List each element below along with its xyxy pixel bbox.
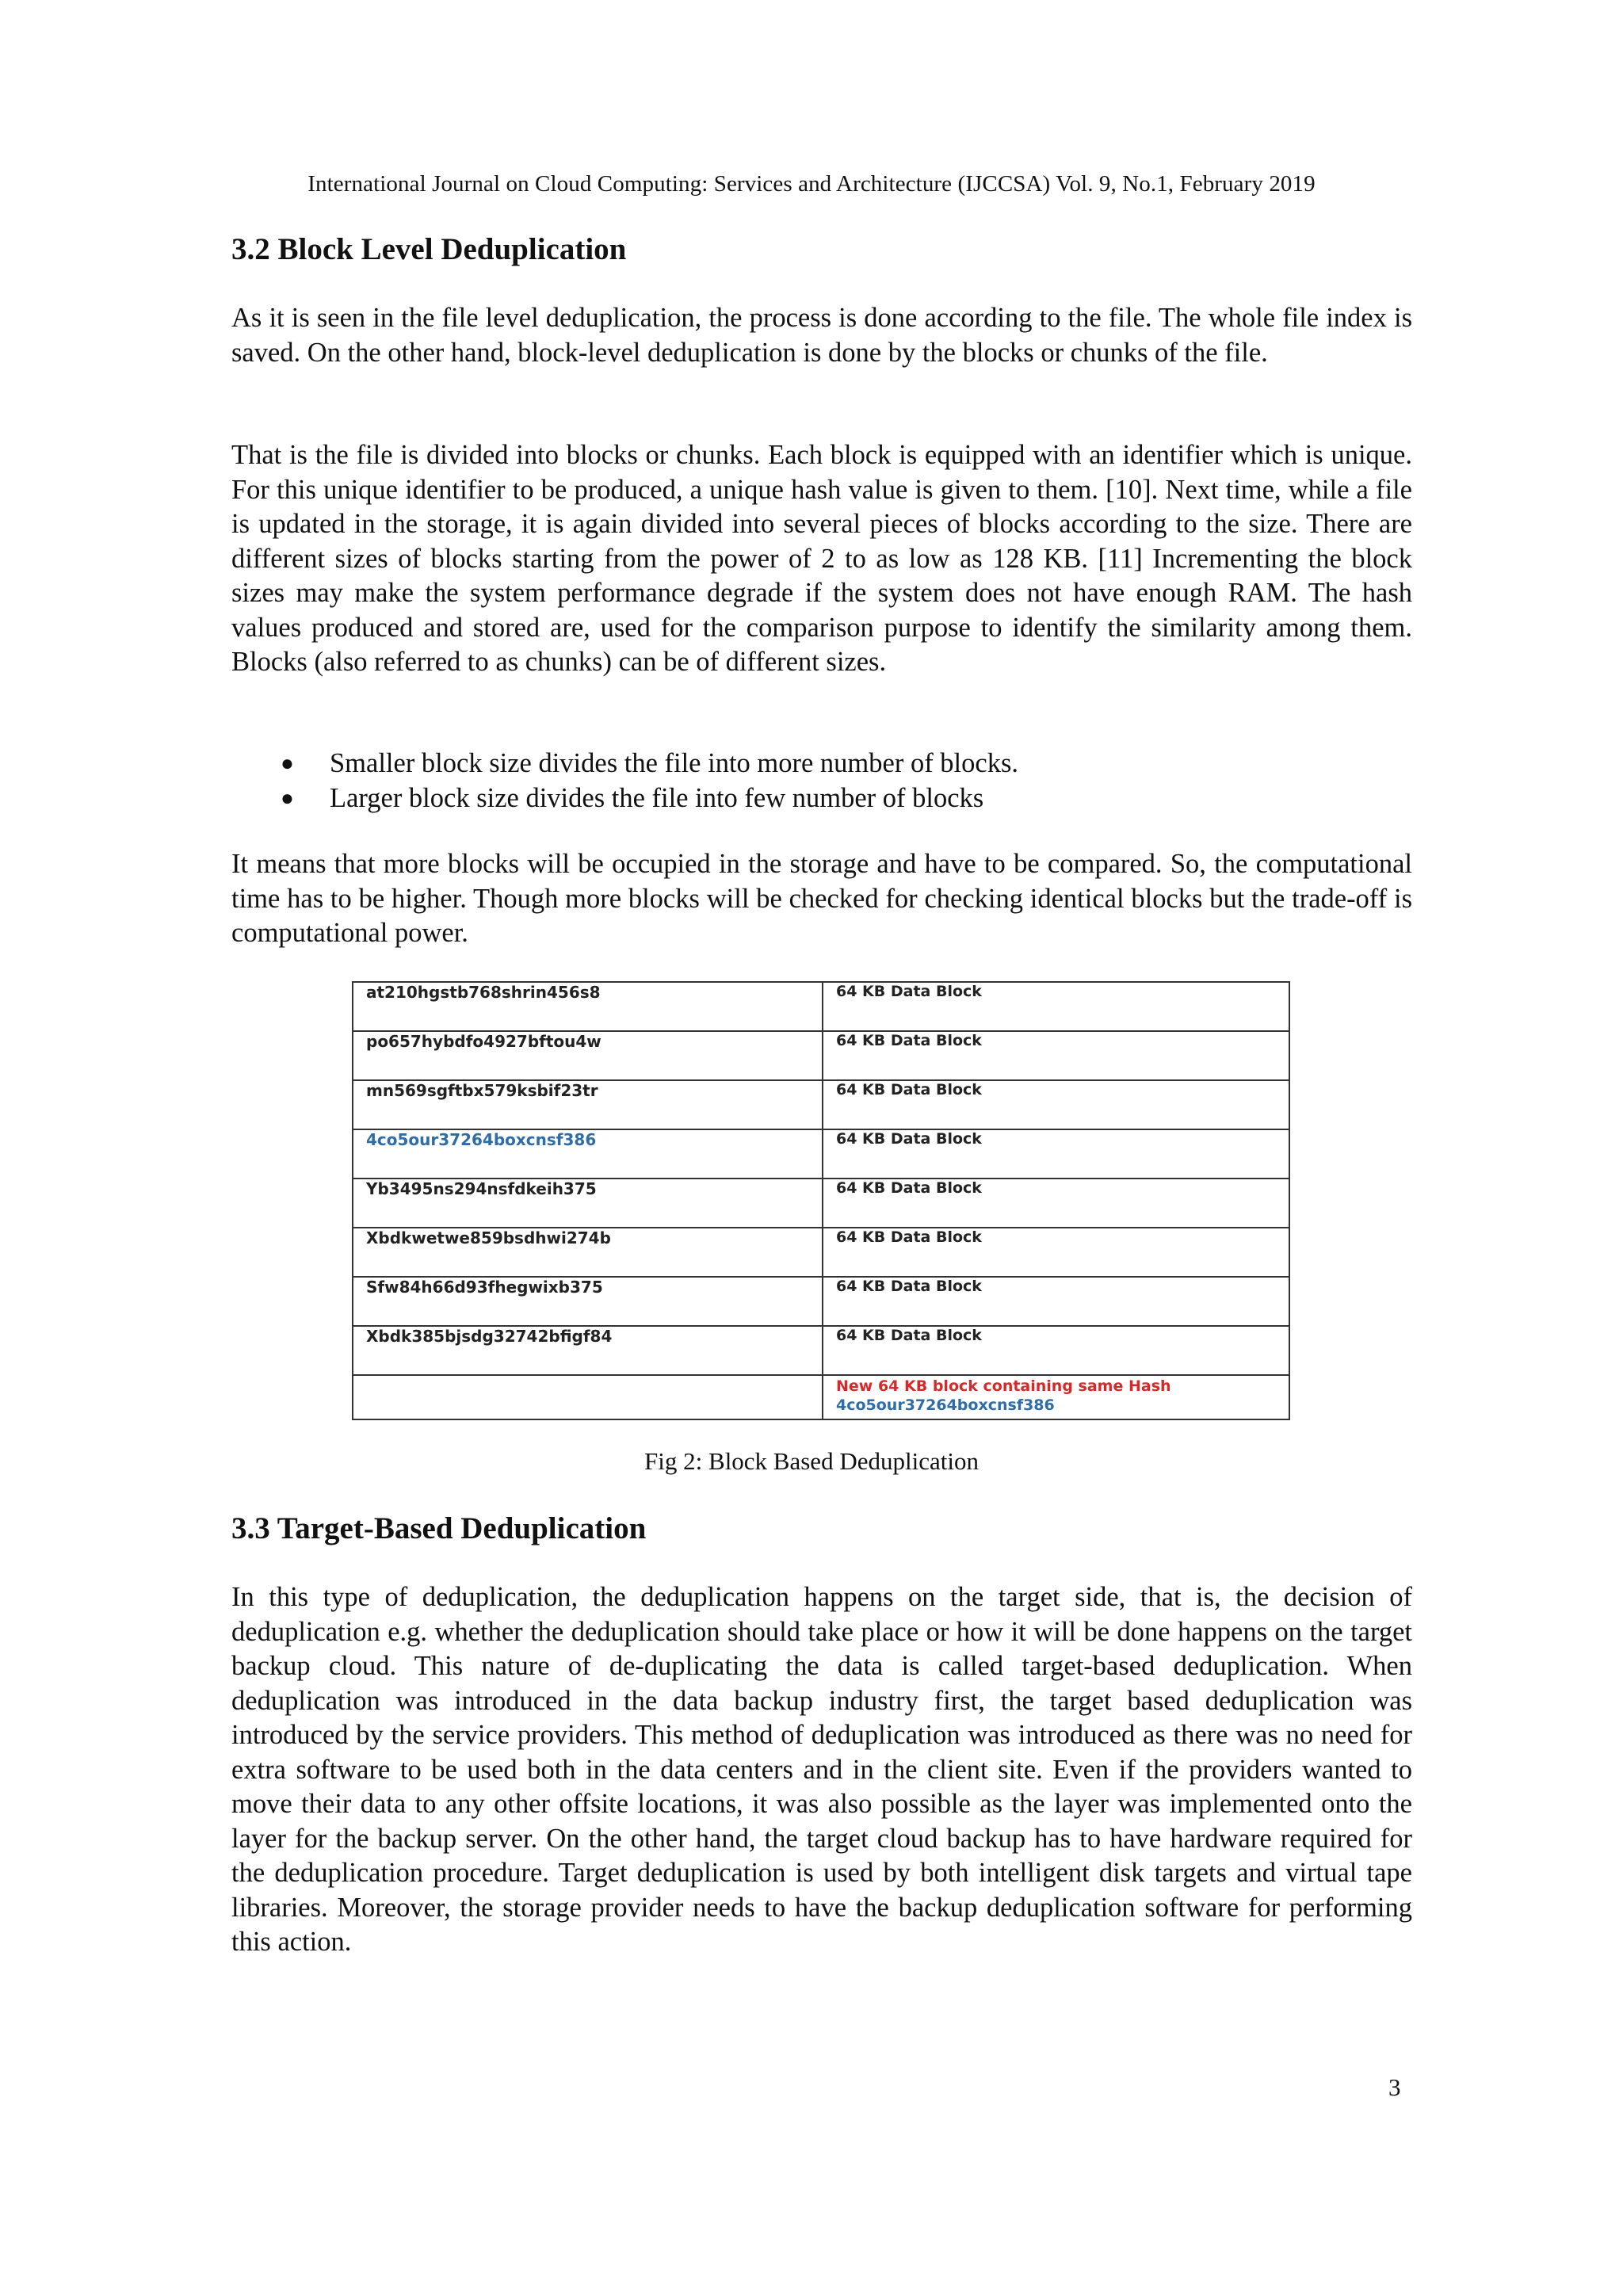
table-row	[353, 1031, 1289, 1080]
table-row-new-block	[353, 1375, 1289, 1419]
block-dedup-figure-table	[352, 981, 1290, 1420]
bullet-item	[231, 781, 1412, 816]
table-row	[353, 1080, 1289, 1129]
new-block-cell	[823, 1375, 1289, 1419]
table-row	[353, 1179, 1289, 1228]
bullet-item	[231, 747, 1412, 781]
paragraph-block-intro: As it is seen in the file level deduplication, the process is done according to the file. The whole file index is saved. On the other hand, block-level deduplication is done by the blocks or chunks of the file.	[231, 303, 1412, 368]
block-cell: 64 KB Data Block	[823, 982, 1289, 1031]
hash-cell: Xbdkwetwe859bsdhwi274b	[353, 1228, 823, 1277]
table-row	[353, 1129, 1289, 1179]
section-heading-3-2: 3.2 Block Level Deduplication	[231, 232, 627, 266]
hash-cell-highlighted: 4co5our37264boxcnsf386	[353, 1129, 823, 1179]
block-cell: 64 KB Data Block	[823, 1031, 1289, 1080]
page-number: 3	[1388, 2073, 1401, 2101]
paragraph-block-details: That is the file is divided into blocks or chunks. Each block is equipped with an identifier which is unique. For this unique identifier to be produced, a unique hash value is given to them. [10]. Next time, while a file is updated in the storage, it is again divided into several pieces of blocks according to the size. There are different sizes of blocks starting from the power of 2 to as low as 128 KB. [11] Incrementing the block sizes may make the system performance degrade if the system does not have enough RAM. The hash values produced and stored are, used for the comparison purpose to identify the similarity among them. Blocks (also referred to as chunks) can be of different sizes.	[231, 440, 1412, 677]
bullet-text: Larger block size divides the file into few number of blocks	[330, 782, 984, 813]
hash-cell-empty	[353, 1375, 823, 1419]
new-block-hash: 4co5our37264boxcnsf386	[836, 1396, 1055, 1414]
block-cell: 64 KB Data Block	[823, 1129, 1289, 1179]
hash-cell: mn569sgftbx579ksbif23tr	[353, 1080, 823, 1129]
table-row	[353, 1326, 1289, 1375]
bullet-text: Smaller block size divides the file into more number of blocks.	[330, 748, 1019, 778]
block-cell: 64 KB Data Block	[823, 1228, 1289, 1277]
block-cell: 64 KB Data Block	[823, 1179, 1289, 1228]
table-row	[353, 982, 1289, 1031]
hash-cell: Xbdk385bjsdg32742bfigf84	[353, 1326, 823, 1375]
hash-cell: at210hgstb768shrin456s8	[353, 982, 823, 1031]
block-cell: 64 KB Data Block	[823, 1326, 1289, 1375]
running-header: International Journal on Cloud Computing: Services and Architecture (IJCCSA) Vol. 9, No.1, February 2019	[307, 171, 1316, 197]
table-row	[353, 1228, 1289, 1277]
hash-cell: Sfw84h66d93fhegwixb375	[353, 1277, 823, 1326]
bullet-list	[231, 747, 1412, 816]
bullet-dot-icon: ●	[281, 785, 294, 811]
new-block-note: New 64 KB block containing same Hash	[836, 1377, 1171, 1395]
block-cell: 64 KB Data Block	[823, 1080, 1289, 1129]
paragraph-block-tradeoff: It means that more blocks will be occupied in the storage and have to be compared. So, the computational time has to be higher. Though more blocks will be checked for checking identical blocks but the trade-off is computational power.	[231, 849, 1412, 948]
figure-caption: Fig 2: Block Based Deduplication	[644, 1447, 979, 1475]
bullet-dot-icon: ●	[281, 751, 294, 776]
paragraph-target-dedup: In this type of deduplication, the deduplication happens on the target side, that is, the decision of deduplication e.g. whether the deduplication should take place or how it will be done happens on the target backup cloud. This nature of de-duplicating the data is called target-based deduplication. When deduplication was introduced in the data backup industry first, the target based deduplication was introduced by the service providers. This method of deduplication was introduced as there was no need for extra software to be used both in the data centers and in the client site. Even if the providers wanted to move their data to any other offsite locations, it was also possible as the layer was implemented onto the layer for the backup server. On the other hand, the target cloud backup has to have hardware required for the deduplication procedure. Target deduplication is used by both intelligent disk targets and virtual tape libraries. Moreover, the storage provider needs to have the backup deduplication software for performing this action.	[231, 1582, 1412, 1957]
block-cell: 64 KB Data Block	[823, 1277, 1289, 1326]
table-row	[353, 1277, 1289, 1326]
section-heading-3-3: 3.3 Target-Based Deduplication	[231, 1511, 647, 1545]
hash-cell: po657hybdfo4927bftou4w	[353, 1031, 823, 1080]
hash-cell: Yb3495ns294nsfdkeih375	[353, 1179, 823, 1228]
